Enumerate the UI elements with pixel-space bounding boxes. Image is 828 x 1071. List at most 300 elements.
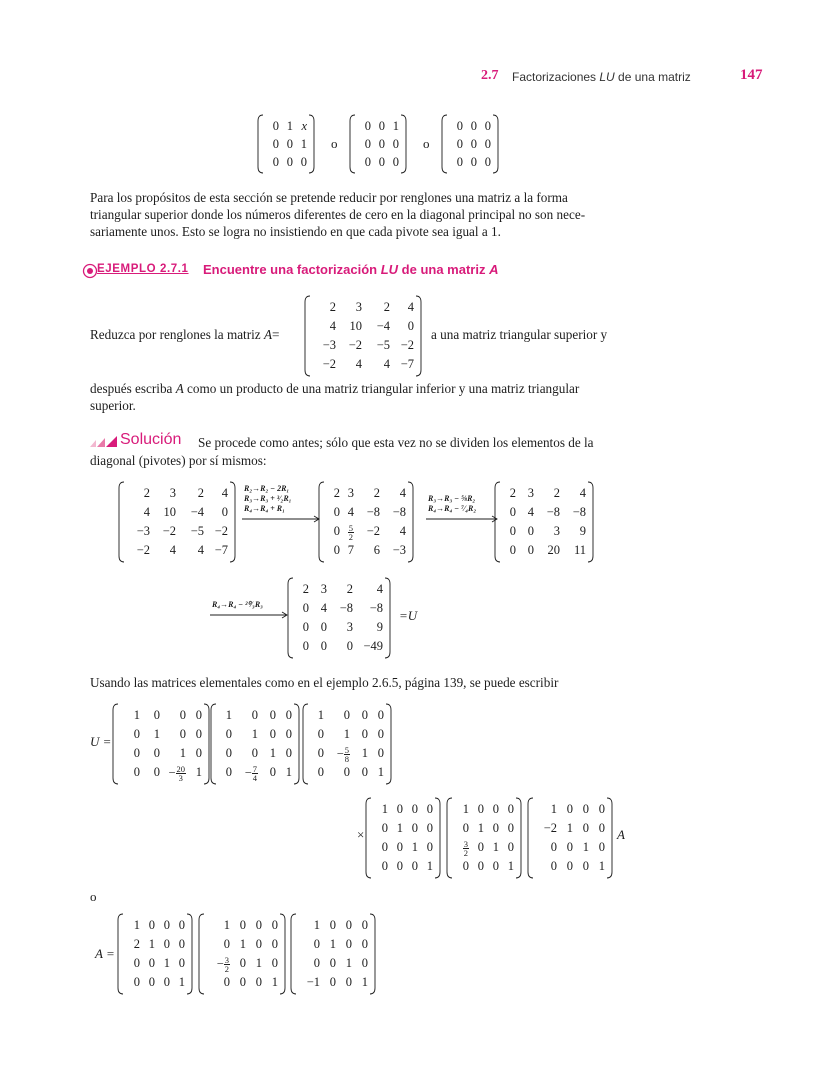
matrix-cell: 0 <box>133 727 140 741</box>
matrix-cell: 0 <box>492 859 499 873</box>
matrix-cell: 0 <box>527 524 534 538</box>
matrix-cell: 1 <box>153 727 160 741</box>
matrix-example-3 <box>441 114 499 174</box>
matrix-cell: 1 <box>492 840 499 854</box>
matrix-cell: 0 <box>251 746 258 760</box>
matrix-cell: 0 <box>361 765 368 779</box>
matrix-cell: 0 <box>507 802 514 816</box>
left-paren <box>112 703 120 785</box>
left-paren <box>365 797 373 879</box>
matrix-cell: 0 <box>381 821 388 835</box>
matrix-cell: 0 <box>255 937 262 951</box>
matrix-cell: 0 <box>133 746 140 760</box>
matrix-cell: 0 <box>148 975 155 989</box>
matrix-cell: 4 <box>407 300 414 314</box>
example-label: EJEMPLO 2.7.1 <box>97 263 189 275</box>
right-paren <box>514 797 522 879</box>
matrix-cell: −8 <box>572 505 586 519</box>
a-factor-2 <box>198 913 286 995</box>
solution-line1: Se procede como antes; sólo que esta vez no se dividen los elementos de la <box>198 435 594 450</box>
matrix-cell: 0 <box>527 543 534 557</box>
matrix-cell: 0 <box>411 802 418 816</box>
matrix-cell: 1 <box>223 918 230 932</box>
matrix-cell: − $\frac{7}{4}$ <box>244 764 257 783</box>
matrix-cell: 0 <box>239 956 246 970</box>
matrix-cell: 3 <box>169 486 176 500</box>
a-factor-1 <box>117 913 193 995</box>
matrix-cell: 1 <box>285 765 292 779</box>
matrix-cell: 0 <box>225 727 232 741</box>
reduce-text-after: a una matriz triangular superior y <box>431 327 608 342</box>
matrix-cell: 0 <box>286 136 293 151</box>
matrix-cell: 4 <box>169 543 176 557</box>
matrix-cell: 4 <box>383 357 390 371</box>
matrix-cell: 0 <box>272 118 279 133</box>
matrix-cell: 0 <box>377 708 384 722</box>
matrix-cell: 1 <box>178 975 185 989</box>
matrix-cell: 3 <box>320 582 327 596</box>
row-operation-label: R₄→R₄ − ⁷⁄₄R₂ <box>428 504 477 513</box>
right-paren <box>228 481 236 563</box>
matrix-cell: 1 <box>251 727 258 741</box>
matrix-cell: 0 <box>426 840 433 854</box>
right-paren <box>185 913 193 995</box>
example-title: Encuentre una factorización LU de una matriz A <box>203 262 499 277</box>
matrix-cell: 0 <box>223 975 230 989</box>
row-operation-label: R₃→R₃ − ⅝R₂ <box>428 494 476 503</box>
row-operation-label: R₄→R₄ + R₁ <box>244 504 285 513</box>
matrix-cell: 0 <box>343 765 350 779</box>
matrix-cell: 0 <box>329 918 336 932</box>
matrix-cell: 0 <box>302 639 309 653</box>
matrix-cell: 0 <box>550 859 557 873</box>
matrix-cell: 0 <box>269 708 276 722</box>
reduction-matrix-3 <box>494 481 594 563</box>
left-paren <box>117 913 125 995</box>
matrix-cell: 0 <box>225 765 232 779</box>
right-paren <box>586 481 594 563</box>
matrix-cell: 6 <box>373 543 380 557</box>
matrix-cell: 0 <box>153 746 160 760</box>
right-paren <box>307 114 315 174</box>
matrix-cell: 2 <box>197 486 204 500</box>
u-factor-5 <box>446 797 522 879</box>
matrix-cell: 0 <box>507 821 514 835</box>
u-factor-3 <box>302 703 392 785</box>
matrix-cell: 0 <box>269 765 276 779</box>
or-separator-2: o <box>423 136 430 151</box>
matrix-cell: 1 <box>396 821 403 835</box>
matrix-cell: 0 <box>566 840 573 854</box>
matrix-cell: 0 <box>313 937 320 951</box>
matrix-cell: 1 <box>345 956 352 970</box>
matrix-cell: 1 <box>598 859 605 873</box>
matrix-cell: 1 <box>300 136 307 151</box>
matrix-cell: 20 <box>547 543 560 557</box>
matrix-cell: 0 <box>272 136 279 151</box>
matrix-cell: 2 <box>383 300 390 314</box>
matrix-cell: −4 <box>190 505 204 519</box>
left-paren <box>257 114 265 174</box>
matrix-cell: 3 <box>553 524 560 538</box>
matrix-cell: 0 <box>477 859 484 873</box>
matrix-cell: 0 <box>285 746 292 760</box>
left-paren <box>318 481 326 563</box>
matrix-cell: 2 <box>302 582 309 596</box>
matrix-cell: −4 <box>376 319 390 333</box>
matrix-cell: −8 <box>366 505 380 519</box>
matrix-cell: 4 <box>399 486 406 500</box>
right-paren <box>414 295 422 377</box>
matrix-cell: 0 <box>313 956 320 970</box>
matrix-cell: −5 <box>190 524 204 538</box>
matrix-cell: 0 <box>492 802 499 816</box>
matrix-cell: −8 <box>392 505 406 519</box>
reduction-matrix-2 <box>318 481 414 563</box>
matrix-cell: 0 <box>329 956 336 970</box>
matrix-cell: 1 <box>361 746 368 760</box>
matrix-cell: 0 <box>582 821 589 835</box>
a-lhs: A = <box>95 946 115 961</box>
reduce-text-before: Reduzca por renglones la matriz A= <box>90 327 280 342</box>
paragraph-elementary: Usando las matrices elementales como en el ejemplo 2.6.5, página 139, se puede escribir <box>90 675 559 690</box>
matrix-cell: 1 <box>271 975 278 989</box>
matrix-cell: 0 <box>133 975 140 989</box>
matrix-cell: 0 <box>598 802 605 816</box>
matrix-cell: 0 <box>285 727 292 741</box>
matrix-cell: 2 <box>143 486 150 500</box>
matrix-cell: 0 <box>484 154 491 169</box>
times-sign: × <box>357 827 365 842</box>
matrix-cell: 0 <box>484 118 491 133</box>
row-operation-label: R₄→R₄ − ²⁰⁄₃R₃ <box>212 600 263 609</box>
left-paren <box>302 703 310 785</box>
u-lhs: U = <box>90 734 112 749</box>
matrix-cell: 0 <box>364 136 371 151</box>
matrix-cell: 0 <box>333 543 340 557</box>
matrix-cell: 1 <box>163 956 170 970</box>
matrix-a <box>304 295 422 377</box>
section-number: 2.7 <box>481 68 499 83</box>
matrix-cell: −8 <box>546 505 560 519</box>
matrix-cell: 0 <box>345 975 352 989</box>
left-paren <box>198 913 206 995</box>
matrix-cell: 0 <box>221 505 228 519</box>
matrix-cell: 0 <box>179 708 186 722</box>
matrix-cell: 0 <box>364 154 371 169</box>
matrix-cell: 0 <box>462 859 469 873</box>
matrix-cell: 1 <box>343 727 350 741</box>
matrix-cell: 1 <box>195 765 202 779</box>
matrix-cell: 0 <box>377 746 384 760</box>
matrix-cell: $\frac{5}{2}$ <box>348 523 353 542</box>
left-paren <box>287 577 295 659</box>
matrix-cell: 0 <box>225 746 232 760</box>
matrix-cell: 0 <box>333 524 340 538</box>
matrix-cell: 1 <box>269 746 276 760</box>
matrix-cell: 0 <box>364 118 371 133</box>
matrix-cell: 0 <box>163 975 170 989</box>
matrix-cell: 0 <box>378 154 385 169</box>
matrix-cell: −2 <box>366 524 380 538</box>
matrix-cell: 2 <box>509 486 516 500</box>
right-paren <box>383 577 391 659</box>
matrix-cell: 0 <box>456 118 463 133</box>
matrix-cell: −7 <box>400 357 414 371</box>
right-paren <box>406 481 414 563</box>
matrix-cell: 0 <box>163 937 170 951</box>
matrix-cell: −3 <box>392 543 406 557</box>
or-word: o <box>90 889 97 904</box>
matrix-cell: 2 <box>133 937 140 951</box>
matrix-cell: 0 <box>582 859 589 873</box>
matrix-cell: 0 <box>509 524 516 538</box>
matrix-cell: 0 <box>343 708 350 722</box>
matrix-cell: 1 <box>225 708 232 722</box>
matrix-cell: −8 <box>339 601 353 615</box>
matrix-cell: −49 <box>363 639 383 653</box>
matrix-cell: − $\frac{20}{3}$ <box>168 764 185 783</box>
matrix-cell: 0 <box>286 154 293 169</box>
matrix-cell: 0 <box>392 136 399 151</box>
left-paren <box>118 481 126 563</box>
matrix-cell: 9 <box>376 620 383 634</box>
matrix-cell: 0 <box>195 746 202 760</box>
matrix-cell: 0 <box>271 937 278 951</box>
matrix-cell: 0 <box>566 802 573 816</box>
left-paren <box>304 295 312 377</box>
matrix-cell: −2 <box>400 338 414 352</box>
matrix-cell: 0 <box>178 956 185 970</box>
matrix-cell: 3 <box>346 620 353 634</box>
matrix-cell: 0 <box>320 620 327 634</box>
matrix-example-2 <box>349 114 407 174</box>
matrix-cell: 0 <box>269 727 276 741</box>
matrix-cell: −3 <box>136 524 150 538</box>
matrix-cell: x <box>301 118 307 133</box>
right-paren <box>278 913 286 995</box>
matrix-cell: 0 <box>333 505 340 519</box>
matrix-cell: −1 <box>306 975 320 989</box>
matrix-cell: 0 <box>133 956 140 970</box>
matrix-cell: 0 <box>492 821 499 835</box>
example-marker-icon <box>82 263 98 279</box>
matrix-cell: 0 <box>148 918 155 932</box>
or-separator-1: o <box>331 136 338 151</box>
matrix-cell: 0 <box>598 821 605 835</box>
matrix-cell: −7 <box>214 543 228 557</box>
matrix-example-1 <box>257 114 315 174</box>
left-paren <box>290 913 298 995</box>
row-operation-label: R₃→R₃ + ³⁄₂R₁ <box>244 494 292 503</box>
right-paren <box>384 703 392 785</box>
u-factor-2 <box>210 703 300 785</box>
matrix-cell: 0 <box>598 840 605 854</box>
matrix-cell: 1 <box>133 918 140 932</box>
left-paren <box>349 114 357 174</box>
right-paren <box>433 797 441 879</box>
matrix-cell: 2 <box>329 300 336 314</box>
matrix-cell: 1 <box>566 821 573 835</box>
matrix-cell: 10 <box>163 505 176 519</box>
matrix-cell: 2 <box>373 486 380 500</box>
matrix-cell: 0 <box>271 918 278 932</box>
matrix-cell: 1 <box>313 918 320 932</box>
matrix-cell: 0 <box>566 859 573 873</box>
matrix-cell: −2 <box>136 543 150 557</box>
matrix-cell: 0 <box>251 708 258 722</box>
matrix-cell: 0 <box>484 136 491 151</box>
matrix-cell: −2 <box>162 524 176 538</box>
matrix-cell: 0 <box>302 620 309 634</box>
matrix-cell: 0 <box>148 956 155 970</box>
right-paren <box>491 114 499 174</box>
matrix-cell: 1 <box>255 956 262 970</box>
matrix-cell: −2 <box>348 338 362 352</box>
matrix-cell: 0 <box>153 765 160 779</box>
matrix-cell: − $\frac{5}{8}$ <box>336 745 349 764</box>
matrix-cell: 0 <box>317 765 324 779</box>
matrix-cell: 0 <box>255 918 262 932</box>
matrix-cell: 0 <box>470 118 477 133</box>
a-factor-3 <box>290 913 376 995</box>
matrix-cell: 3 <box>347 486 354 500</box>
matrix-cell: 4 <box>197 543 204 557</box>
matrix-cell: 4 <box>143 505 150 519</box>
matrix-cell: 1 <box>381 802 388 816</box>
left-paren <box>527 797 535 879</box>
matrix-cell: 0 <box>396 859 403 873</box>
reduction-matrix-1 <box>118 481 236 563</box>
matrix-cell: 4 <box>355 357 362 371</box>
matrix-cell: 0 <box>411 821 418 835</box>
matrix-cell: 0 <box>239 975 246 989</box>
row-operation-label: R₂→R₂ − 2R₁ <box>244 484 290 493</box>
matrix-cell: 0 <box>271 956 278 970</box>
matrix-cell: 0 <box>462 821 469 835</box>
left-paren <box>494 481 502 563</box>
matrix-cell: 0 <box>345 918 352 932</box>
matrix-cell: 1 <box>477 821 484 835</box>
matrix-cell: 0 <box>361 956 368 970</box>
solution-line2: diagonal (pivotes) por sí mismos: <box>90 453 267 468</box>
matrix-cell: 0 <box>255 975 262 989</box>
right-paren <box>202 703 210 785</box>
matrix-cell: 1 <box>317 708 324 722</box>
matrix-cell: 0 <box>381 859 388 873</box>
matrix-cell: 1 <box>550 802 557 816</box>
matrix-cell: 0 <box>329 975 336 989</box>
matrix-cell: 4 <box>320 601 327 615</box>
matrix-cell: 0 <box>361 708 368 722</box>
matrix-cell: 1 <box>239 937 246 951</box>
matrix-cell: 0 <box>317 746 324 760</box>
arrow-icon <box>242 515 320 523</box>
section-title: Factorizaciones LU de una matriz <box>512 70 691 84</box>
matrix-cell: 0 <box>178 918 185 932</box>
matrix-cell: 7 <box>347 543 354 557</box>
matrix-cell: 2 <box>333 486 340 500</box>
matrix-cell: −8 <box>369 601 383 615</box>
matrix-cell: 0 <box>361 937 368 951</box>
left-paren <box>441 114 449 174</box>
matrix-cell: −2 <box>543 821 557 835</box>
matrix-cell: 0 <box>361 727 368 741</box>
left-paren <box>446 797 454 879</box>
matrix-cell: $\frac{3}{2}$ <box>463 839 468 858</box>
paragraph-intro: Para los propósitos de esta sección se pretende reducir por renglones una matriz a la forma triangular superior donde los números diferentes de cero en la diagonal principal no son nece- sariamente unos. Esto se logra no insistiendo en que cada pivote sea igual a 1. <box>90 190 586 239</box>
matrix-cell: −2 <box>322 357 336 371</box>
matrix-cell: −3 <box>322 338 336 352</box>
matrix-cell: 0 <box>178 937 185 951</box>
u-factor-4 <box>365 797 441 879</box>
left-paren <box>210 703 218 785</box>
matrix-cell: 0 <box>381 840 388 854</box>
matrix-cell: 0 <box>272 154 279 169</box>
matrix-cell: 0 <box>361 918 368 932</box>
matrix-cell: 0 <box>179 727 186 741</box>
matrix-cell: 0 <box>470 136 477 151</box>
example-heading <box>82 260 682 282</box>
matrix-cell: 0 <box>582 802 589 816</box>
matrix-cell: 0 <box>477 840 484 854</box>
arrow-icon <box>210 611 288 619</box>
matrix-cell: 0 <box>550 840 557 854</box>
matrix-cell: 0 <box>320 639 327 653</box>
matrix-cell: 1 <box>286 118 293 133</box>
matrix-cell: 4 <box>527 505 534 519</box>
matrix-cell: 1 <box>411 840 418 854</box>
matrix-cell: 0 <box>426 802 433 816</box>
matrix-cell: 0 <box>153 708 160 722</box>
matrix-cell: 9 <box>579 524 586 538</box>
paragraph-reduce-cont: después escriba A como un producto de una matriz triangular inferior y una matriz triangular superior. <box>90 381 580 413</box>
matrix-cell: 0 <box>456 154 463 169</box>
matrix-cell: 0 <box>223 937 230 951</box>
matrix-cell: 0 <box>345 937 352 951</box>
running-header <box>481 67 771 87</box>
matrix-cell: 0 <box>456 136 463 151</box>
matrix-cell: 0 <box>302 601 309 615</box>
page-number: 147 <box>740 67 763 83</box>
u-factor-1 <box>112 703 210 785</box>
reduction-matrix-4 <box>287 577 391 659</box>
matrix-cell: 0 <box>239 918 246 932</box>
matrix-cell: 0 <box>426 821 433 835</box>
matrix-cell: 0 <box>509 505 516 519</box>
matrix-cell: 0 <box>163 918 170 932</box>
right-paren <box>368 913 376 995</box>
matrix-cell: 0 <box>507 840 514 854</box>
matrix-cell: 0 <box>509 543 516 557</box>
matrix-cell: 1 <box>507 859 514 873</box>
solution-marker-icon <box>90 436 118 448</box>
matrix-cell: 0 <box>346 639 353 653</box>
matrix-cell: − $\frac{3}{2}$ <box>216 955 229 974</box>
matrix-cell: 1 <box>361 975 368 989</box>
solution-word: Solución <box>120 431 182 448</box>
matrix-cell: 0 <box>133 765 140 779</box>
u-factor-6 <box>527 797 613 879</box>
matrix-cell: 1 <box>392 118 399 133</box>
matrix-cell: 11 <box>573 543 586 557</box>
matrix-cell: 0 <box>285 708 292 722</box>
matrix-cell: 0 <box>378 118 385 133</box>
matrix-cell: 0 <box>407 319 414 333</box>
matrix-cell: 1 <box>148 937 155 951</box>
matrix-cell: 1 <box>133 708 140 722</box>
matrix-cell: −5 <box>376 338 390 352</box>
